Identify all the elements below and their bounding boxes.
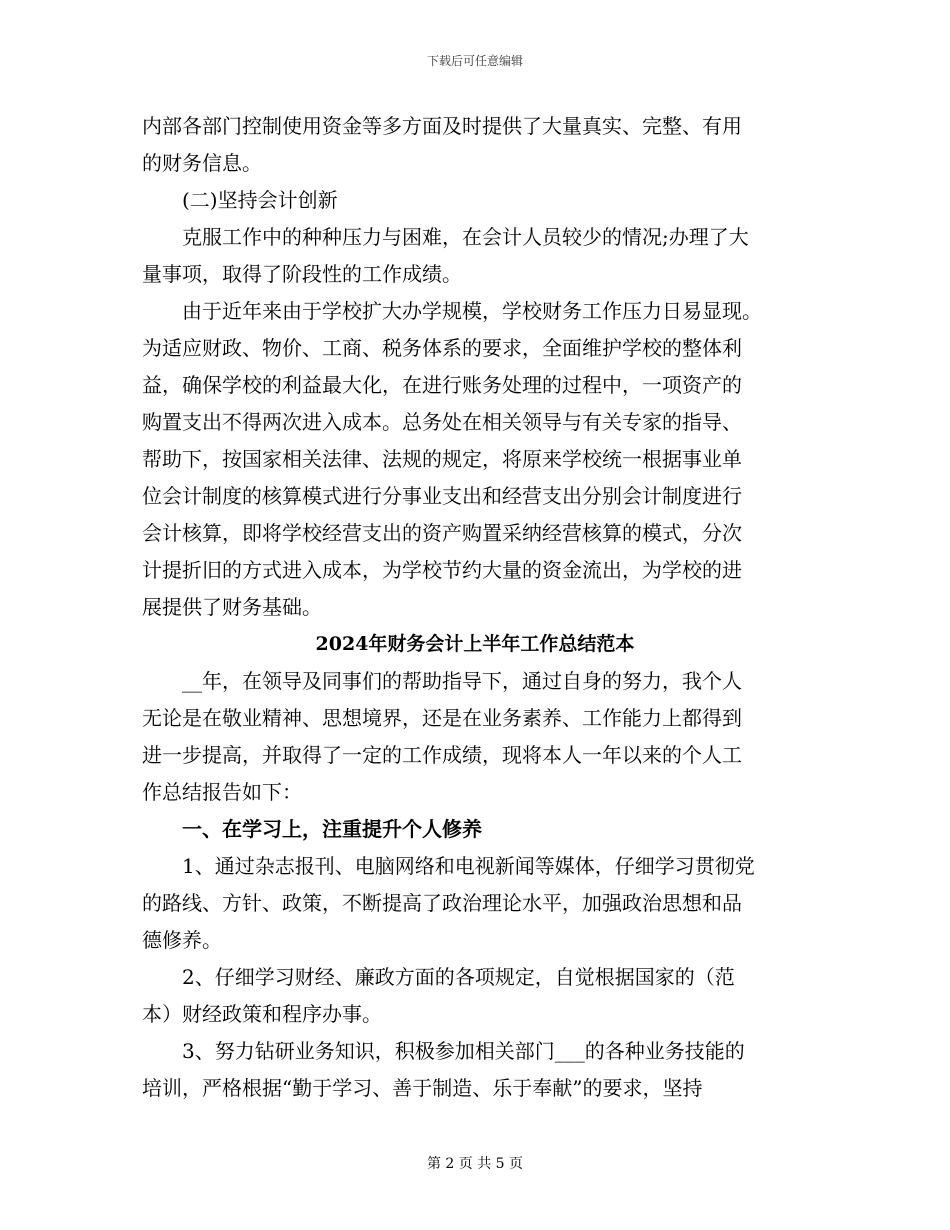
text-line: 购置支出不得两次进入成本。总务处在相关领导与有关专家的指导、 bbox=[142, 410, 742, 434]
text-line: 展提供了财务基础。 bbox=[142, 595, 322, 619]
section-heading-study: 一、在学习上，注重提升个人修养 bbox=[182, 817, 482, 841]
text-line: 益，确保学校的利益最大化，在进行账务处理的过程中，一项资产的 bbox=[142, 373, 742, 397]
document-body bbox=[142, 108, 808, 1107]
text-line: 进一步提高，并取得了一定的工作成绩，现将本人一年以来的个人工 bbox=[142, 743, 742, 767]
document-title: 2024年财务会计上半年工作总结范本 bbox=[315, 633, 635, 655]
text-line: 帮助下，按国家相关法律、法规的规定，将原来学校统一根据事业单 bbox=[142, 447, 742, 471]
text-line: 2、仔细学习财经、廉政方面的各项规定，自觉根据国家的（范 bbox=[182, 965, 735, 989]
page-number-footer: 第 2 页 共 5 页 bbox=[426, 1156, 524, 1172]
page-header-note: 下载后可任意编辑 bbox=[426, 54, 523, 68]
paragraph-item-1 bbox=[142, 848, 808, 959]
text-line: (二)坚持会计创新 bbox=[182, 188, 338, 212]
paragraph-intro bbox=[142, 663, 808, 811]
text-line: 本）财经政策和程序办事。 bbox=[142, 1002, 382, 1026]
text-line: 1、通过杂志报刊、电脑网络和电视新闻等媒体，仔细学习贯彻党 bbox=[182, 854, 755, 878]
text-line: 为适应财政、物价、工商、税务体系的要求，全面维护学校的整体利 bbox=[142, 336, 742, 360]
text-line: 计提折旧的方式进入成本，为学校节约大量的资金流出，为学校的进 bbox=[142, 558, 742, 582]
paragraph-overcome-pressure bbox=[142, 219, 808, 293]
text-line: 无论是在敬业精神、思想境界，还是在业务素养、工作能力上都得到 bbox=[142, 706, 742, 730]
paragraph-item-2 bbox=[142, 959, 808, 1033]
text-line: 的财务信息。 bbox=[142, 151, 262, 175]
text-line: 会计核算，即将学校经营支出的资产购置采纳经营核算的模式，分次 bbox=[142, 521, 742, 545]
text-line: 培训，严格根据“勤于学习、善于制造、乐于奉献”的要求，坚持 bbox=[142, 1076, 703, 1100]
subheading-accounting-innovation bbox=[142, 182, 808, 219]
paragraph-school-expansion bbox=[142, 293, 808, 626]
text-line: 3、努力钻研业务知识，积极参加相关部门___的各种业务技能的 bbox=[182, 1039, 745, 1063]
paragraph-continuation bbox=[142, 108, 808, 182]
text-line: __年，在领导及同事们的帮助指导下，通过自身的努力，我个人 bbox=[182, 669, 742, 693]
text-line: 由于近年来由于学校扩大办学规模，学校财务工作压力日易显现。 bbox=[182, 299, 762, 323]
text-line: 位会计制度的核算模式进行分事业支出和经营支出分别会计制度进行 bbox=[142, 484, 742, 508]
text-line: 克服工作中的种种压力与困难，在会计人员较少的情况;办理了大 bbox=[182, 225, 749, 249]
text-line: 的路线、方针、政策，不断提高了政治理论水平，加强政治思想和品 bbox=[142, 891, 742, 915]
paragraph-item-3 bbox=[142, 1033, 808, 1107]
text-line: 德修养。 bbox=[142, 928, 222, 952]
text-line: 量事项，取得了阶段性的工作成绩。 bbox=[142, 262, 462, 286]
text-line: 内部各部门控制使用资金等多方面及时提供了大量真实、完整、有用 bbox=[142, 114, 742, 138]
text-line: 作总结报告如下： bbox=[142, 780, 302, 804]
